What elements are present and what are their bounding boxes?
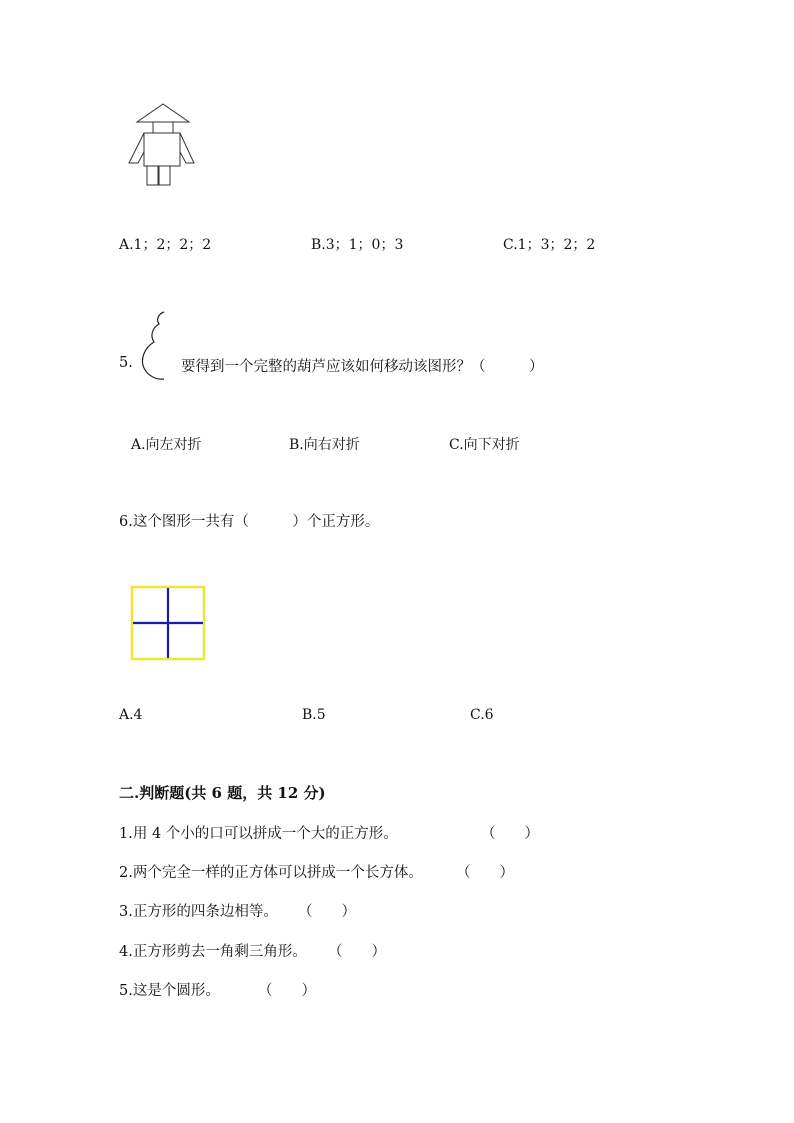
judge-blank-5[interactable]: （ ）: [258, 983, 316, 999]
square-grid-figure: [130, 585, 206, 661]
judge-item-3: 3.正方形的四条边相等。: [119, 904, 278, 920]
q6-option-c[interactable]: C.6: [470, 707, 494, 723]
q5-option-c[interactable]: C.向下对折: [449, 437, 520, 453]
judge-item-5: 5.这是个圆形。: [119, 983, 220, 999]
judge-blank-3[interactable]: （ ）: [298, 904, 356, 920]
q5-option-a[interactable]: A.向左对折: [131, 437, 202, 453]
half-gourd-figure: [134, 310, 174, 385]
q4-option-a[interactable]: A.1；2；2；2: [119, 237, 212, 253]
section2-heading: 二.判断题(共 6 题，共 12 分): [119, 784, 326, 802]
q6-text: 6.这个图形一共有（ ）个正方形。: [119, 514, 380, 530]
judge-item-2: 2.两个完全一样的正方体可以拼成一个长方体。: [119, 865, 423, 881]
judge-blank-2[interactable]: （ ）: [456, 865, 514, 881]
judge-item-4: 4.正方形剪去一角剩三角形。: [119, 944, 307, 960]
q6-option-b[interactable]: B.5: [302, 707, 326, 723]
q6-option-a[interactable]: A.4: [119, 707, 143, 723]
judge-item-1: 1.用 4 个小的口可以拼成一个大的正方形。: [119, 826, 398, 842]
judge-blank-4[interactable]: （ ）: [328, 944, 386, 960]
q4-option-c[interactable]: C.1；3；2；2: [503, 237, 596, 253]
q5-text: 要得到一个完整的葫芦应该如何移动该图形？（ ）: [181, 359, 544, 375]
judge-blank-1[interactable]: （ ）: [481, 826, 539, 842]
robot-figure: [124, 102, 204, 192]
q5-option-b[interactable]: B.向右对折: [289, 437, 360, 453]
q4-option-b[interactable]: B.3；1；0；3: [311, 237, 404, 253]
q5-number: 5.: [119, 355, 133, 371]
